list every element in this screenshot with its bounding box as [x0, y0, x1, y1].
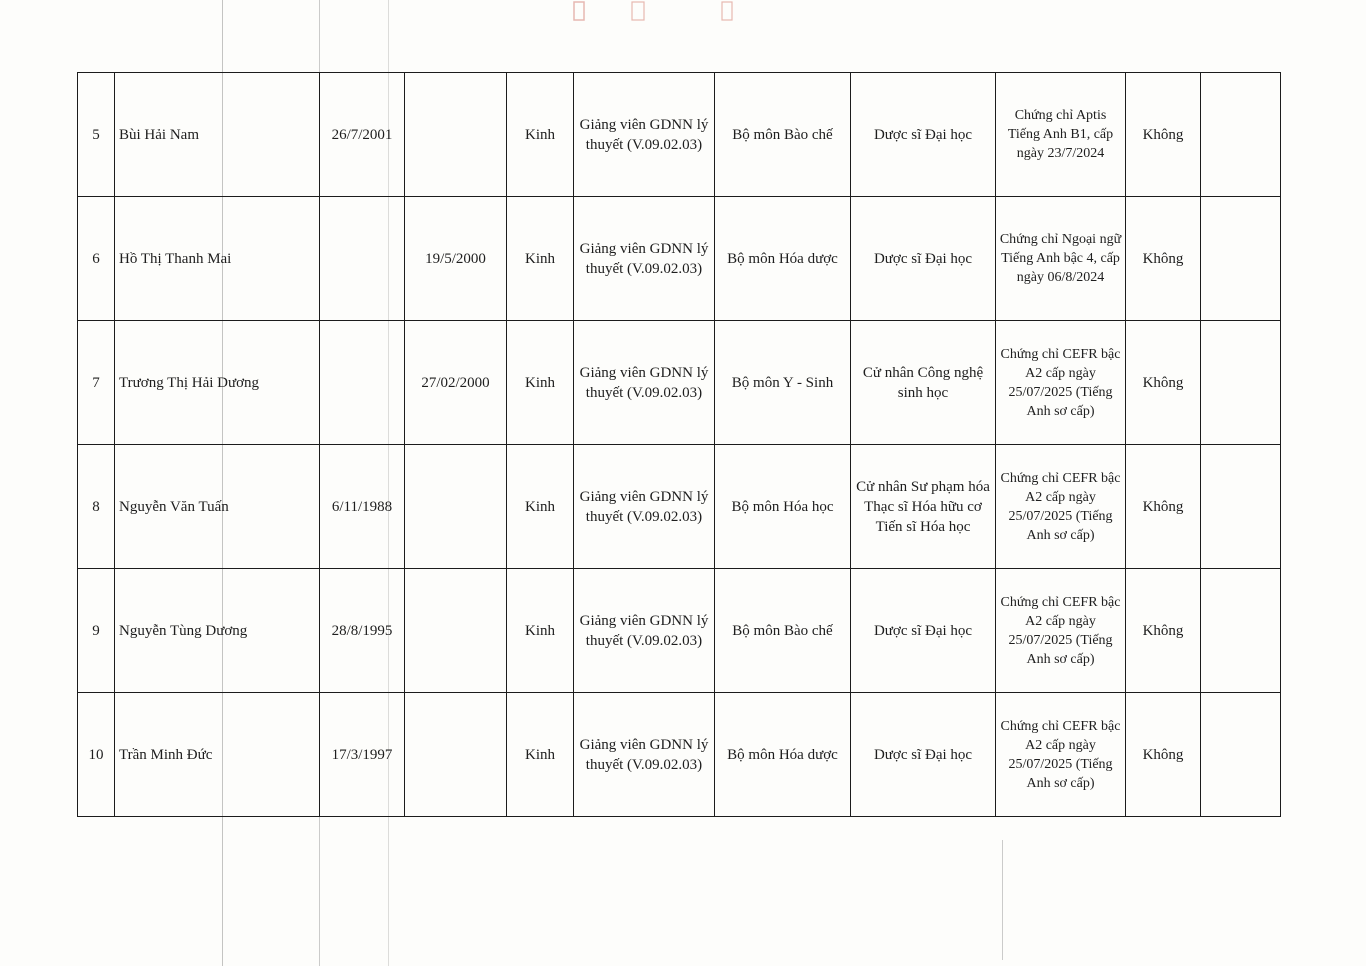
- scan-fold-line: [1002, 840, 1003, 960]
- department: Bộ môn Hóa học: [715, 445, 851, 569]
- personnel-table: [77, 72, 1281, 817]
- foreign-language-certificate: Chứng chỉ CEFR bậc A2 cấp ngày 25/07/2025 (Tiếng Anh sơ cấp): [996, 569, 1126, 693]
- dob-female: [405, 569, 507, 693]
- note: [1201, 197, 1281, 321]
- full-name: Bùi Hải Nam: [115, 73, 320, 197]
- table-row: [78, 321, 1281, 445]
- ethnicity: Kinh: [507, 321, 574, 445]
- ethnicity: Kinh: [507, 445, 574, 569]
- dob-male: 17/3/1997: [320, 693, 405, 817]
- department: Bộ môn Bào chế: [715, 569, 851, 693]
- exemption: Không: [1126, 73, 1201, 197]
- note: [1201, 445, 1281, 569]
- row-number: 10: [78, 693, 115, 817]
- full-name: Trần Minh Đức: [115, 693, 320, 817]
- job-position: Giảng viên GDNN lý thuyết (V.09.02.03): [574, 321, 715, 445]
- exemption: Không: [1126, 693, 1201, 817]
- dob-female: [405, 693, 507, 817]
- dob-male: [320, 197, 405, 321]
- table-row: [78, 693, 1281, 817]
- table-body: [78, 73, 1281, 817]
- table-row: [78, 445, 1281, 569]
- department: Bộ môn Hóa dược: [715, 693, 851, 817]
- row-number: 9: [78, 569, 115, 693]
- table-row: [78, 73, 1281, 197]
- foreign-language-certificate: Chứng chỉ CEFR bậc A2 cấp ngày 25/07/2025 (Tiếng Anh sơ cấp): [996, 321, 1126, 445]
- degree: Dược sĩ Đại học: [851, 693, 996, 817]
- degree: Cử nhân Sư phạm hóa Thạc sĩ Hóa hữu cơ Tiến sĩ Hóa học: [851, 445, 996, 569]
- note: [1201, 569, 1281, 693]
- job-position: Giảng viên GDNN lý thuyết (V.09.02.03): [574, 73, 715, 197]
- degree: Cử nhân Công nghệ sinh học: [851, 321, 996, 445]
- dob-female: [405, 73, 507, 197]
- foreign-language-certificate: Chứng chỉ Aptis Tiếng Anh B1, cấp ngày 23/7/2024: [996, 73, 1126, 197]
- note: [1201, 73, 1281, 197]
- job-position: Giảng viên GDNN lý thuyết (V.09.02.03): [574, 693, 715, 817]
- row-number: 8: [78, 445, 115, 569]
- exemption: Không: [1126, 197, 1201, 321]
- ethnicity: Kinh: [507, 569, 574, 693]
- note: [1201, 693, 1281, 817]
- exemption: Không: [1126, 445, 1201, 569]
- dob-female: 19/5/2000: [405, 197, 507, 321]
- table-row: [78, 569, 1281, 693]
- faded-stamp-mark: [572, 0, 742, 22]
- dob-female: 27/02/2000: [405, 321, 507, 445]
- job-position: Giảng viên GDNN lý thuyết (V.09.02.03): [574, 569, 715, 693]
- department: Bộ môn Y - Sinh: [715, 321, 851, 445]
- exemption: Không: [1126, 569, 1201, 693]
- job-position: Giảng viên GDNN lý thuyết (V.09.02.03): [574, 445, 715, 569]
- foreign-language-certificate: Chứng chỉ CEFR bậc A2 cấp ngày 25/07/2025 (Tiếng Anh sơ cấp): [996, 445, 1126, 569]
- degree: Dược sĩ Đại học: [851, 73, 996, 197]
- full-name: Nguyễn Tùng Dương: [115, 569, 320, 693]
- exemption: Không: [1126, 321, 1201, 445]
- department: Bộ môn Hóa dược: [715, 197, 851, 321]
- job-position: Giảng viên GDNN lý thuyết (V.09.02.03): [574, 197, 715, 321]
- row-number: 7: [78, 321, 115, 445]
- full-name: Trương Thị Hải Dương: [115, 321, 320, 445]
- dob-male: [320, 321, 405, 445]
- row-number: 5: [78, 73, 115, 197]
- ethnicity: Kinh: [507, 197, 574, 321]
- table-row: [78, 197, 1281, 321]
- ethnicity: Kinh: [507, 693, 574, 817]
- degree: Dược sĩ Đại học: [851, 197, 996, 321]
- department: Bộ môn Bào chế: [715, 73, 851, 197]
- dob-male: 6/11/1988: [320, 445, 405, 569]
- foreign-language-certificate: Chứng chỉ CEFR bậc A2 cấp ngày 25/07/2025 (Tiếng Anh sơ cấp): [996, 693, 1126, 817]
- ethnicity: Kinh: [507, 73, 574, 197]
- note: [1201, 321, 1281, 445]
- dob-male: 28/8/1995: [320, 569, 405, 693]
- full-name: Nguyễn Văn Tuấn: [115, 445, 320, 569]
- full-name: Hồ Thị Thanh Mai: [115, 197, 320, 321]
- foreign-language-certificate: Chứng chỉ Ngoại ngữ Tiếng Anh bậc 4, cấp ngày 06/8/2024: [996, 197, 1126, 321]
- row-number: 6: [78, 197, 115, 321]
- degree: Dược sĩ Đại học: [851, 569, 996, 693]
- dob-male: 26/7/2001: [320, 73, 405, 197]
- dob-female: [405, 445, 507, 569]
